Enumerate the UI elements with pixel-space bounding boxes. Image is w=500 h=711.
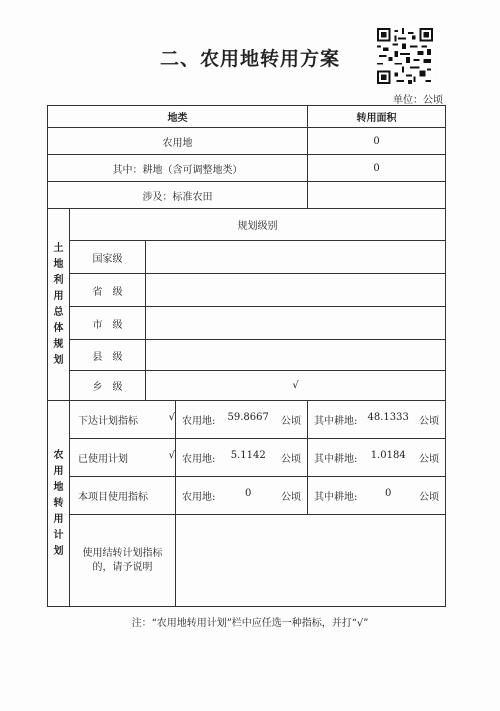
row-label: 涉及：标准农田 xyxy=(48,182,308,209)
planning-level-label: 省 级 xyxy=(70,274,146,307)
planning-side-label: 土 地 利 用 总 体 规 划 xyxy=(48,209,70,401)
header-area: 转用面积 xyxy=(308,106,446,128)
plan-arable: 其中耕地: 0 公顷 xyxy=(308,477,446,515)
plan-row-label: 已使用计划 √ xyxy=(70,439,176,477)
qr-code-icon xyxy=(377,28,433,84)
row-label: 其中：耕地（含可调整地类） xyxy=(48,155,308,182)
planning-header: 规划级别 xyxy=(70,209,446,241)
planning-level-label: 县 级 xyxy=(70,340,146,371)
unit-label: 单位：公顷 xyxy=(393,95,443,106)
planning-level-label: 市 级 xyxy=(70,307,146,340)
row-value: 0 xyxy=(308,155,446,182)
row-value xyxy=(308,182,446,209)
plan-row-label: 本项目使用指标 xyxy=(70,477,176,515)
header-land-type: 地类 xyxy=(48,106,308,128)
plan-row-label: 下达计划指标 √ xyxy=(70,401,176,439)
planning-level-mark xyxy=(146,340,446,371)
page-title: 二、农用地转用方案 xyxy=(159,48,340,70)
plan-arable: 其中耕地: 48.1333 公顷 xyxy=(308,401,446,439)
planning-level-label: 乡 级 xyxy=(70,371,146,401)
check-mark: √ xyxy=(168,412,175,423)
planning-level-mark xyxy=(146,274,446,307)
check-mark: √ xyxy=(168,450,175,461)
explain-label: 使用结转计划指标的，请予说明 xyxy=(70,515,176,607)
plan-agri: 农用地: 59.8667 公顷 xyxy=(176,401,308,439)
row-value: 0 xyxy=(308,128,446,155)
planning-level-label: 国家级 xyxy=(70,241,146,274)
planning-level-mark xyxy=(146,307,446,340)
conversion-side-label: 农 用 地 转 用 计 划 xyxy=(48,401,70,607)
plan-agri: 农用地: 5.1142 公顷 xyxy=(176,439,308,477)
plan-agri: 农用地: 0 公顷 xyxy=(176,477,308,515)
planning-level-mark xyxy=(146,241,446,274)
footnote: 注：“农用地转用计划”栏中应任选一种指标，并打“√” xyxy=(131,618,369,629)
planning-level-mark: √ xyxy=(146,371,446,401)
plan-arable: 其中耕地: 1.0184 公顷 xyxy=(308,439,446,477)
explain-value xyxy=(176,515,446,607)
row-label: 农用地 xyxy=(48,128,308,155)
conversion-table xyxy=(47,105,446,607)
